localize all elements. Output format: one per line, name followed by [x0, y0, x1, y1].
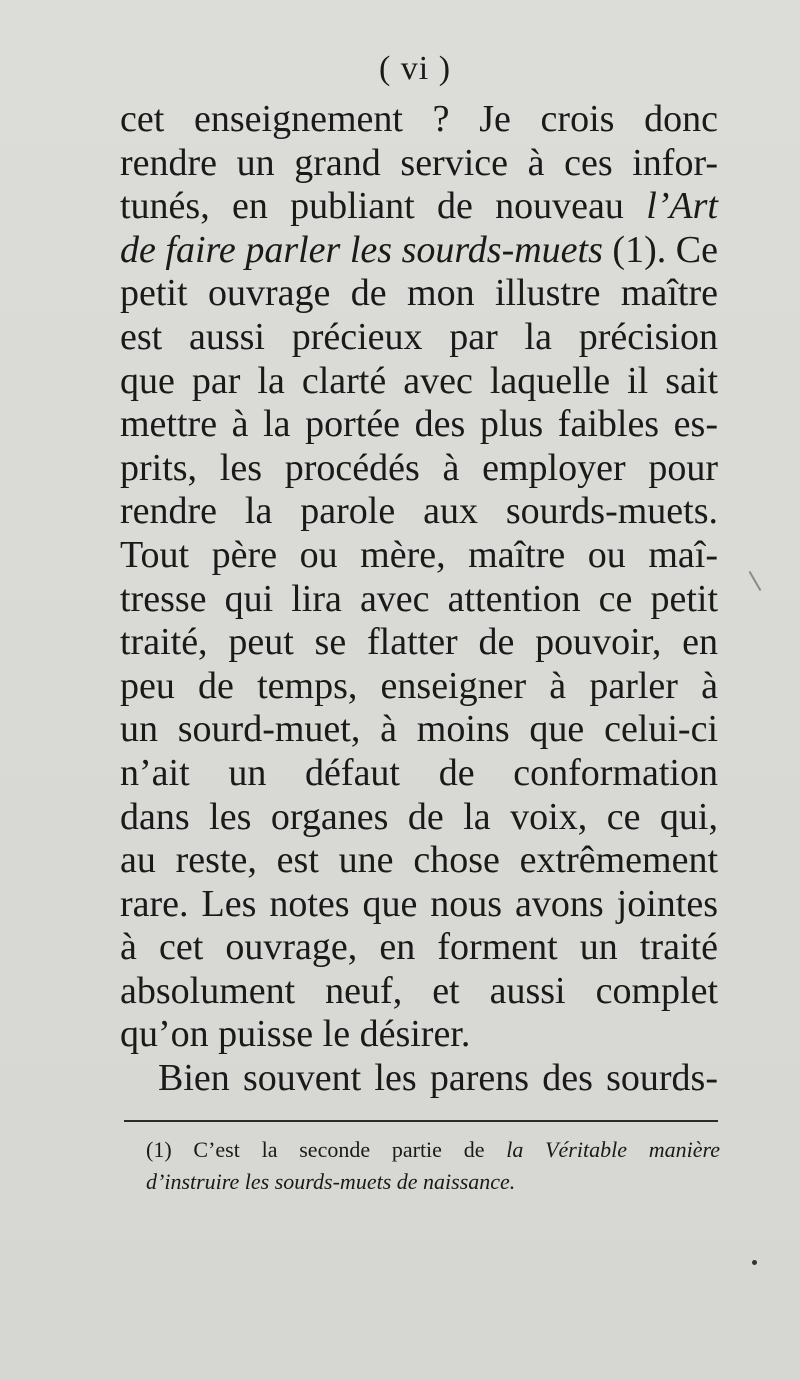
text-line: rendre la parole aux sourds-muets.: [120, 490, 718, 533]
footnote-line: (1) C’est la seconde partie de la Véritable manière: [146, 1137, 720, 1162]
text-line: rare. Les notes que nous avons jointes: [120, 882, 718, 925]
text-line: que par la clarté avec laquelle il sait: [120, 359, 718, 402]
text-line: Tout père ou mère, maître ou maî-: [120, 533, 718, 576]
text-line: qu’on puisse le désirer.: [120, 1013, 471, 1056]
footnote: [146, 1134, 720, 1198]
text-line: tunés, en publiant de nouveau l’Art: [120, 185, 718, 228]
text-line: tresse qui lira avec attention ce petit: [120, 577, 718, 620]
text-line: un sourd-muet, à moins que celui-ci: [120, 708, 718, 751]
footnote-divider: [124, 1120, 718, 1122]
text-line: cet enseignement ? Je crois donc: [120, 98, 718, 140]
paper-mark: [749, 571, 762, 591]
text-line: de faire parler les sourds-muets (1). Ce: [120, 228, 718, 271]
text-line: peu de temps, enseigner à parler à: [120, 664, 718, 707]
page-number: ( vi ): [378, 50, 452, 87]
text-line: mettre à la portée des plus faibles es-: [120, 403, 718, 446]
text-line: absolument neuf, et aussi complet: [120, 969, 718, 1012]
text-line: prits, les procédés à employer pour: [120, 446, 718, 489]
text-line: dans les organes de la voix, ce qui,: [120, 795, 718, 838]
footnote-line: d’instruire les sourds-muets de naissance.: [146, 1169, 516, 1194]
body-text: [120, 98, 718, 1101]
text-line: rendre un grand service à ces infor-: [120, 141, 718, 184]
text-line: n’ait un défaut de conformation: [120, 751, 718, 794]
text-line: au reste, est une chose extrêmement: [120, 839, 718, 882]
text-line: traité, peut se flatter de pouvoir, en: [120, 621, 718, 664]
ink-speck: [752, 1260, 757, 1265]
text-line: est aussi précieux par la précision: [120, 315, 718, 358]
text-line: petit ouvrage de mon illustre maître: [120, 272, 718, 315]
text-line: Bien souvent les parens des sourds-: [158, 1057, 718, 1100]
text-line: à cet ouvrage, en forment un traité: [120, 926, 718, 969]
